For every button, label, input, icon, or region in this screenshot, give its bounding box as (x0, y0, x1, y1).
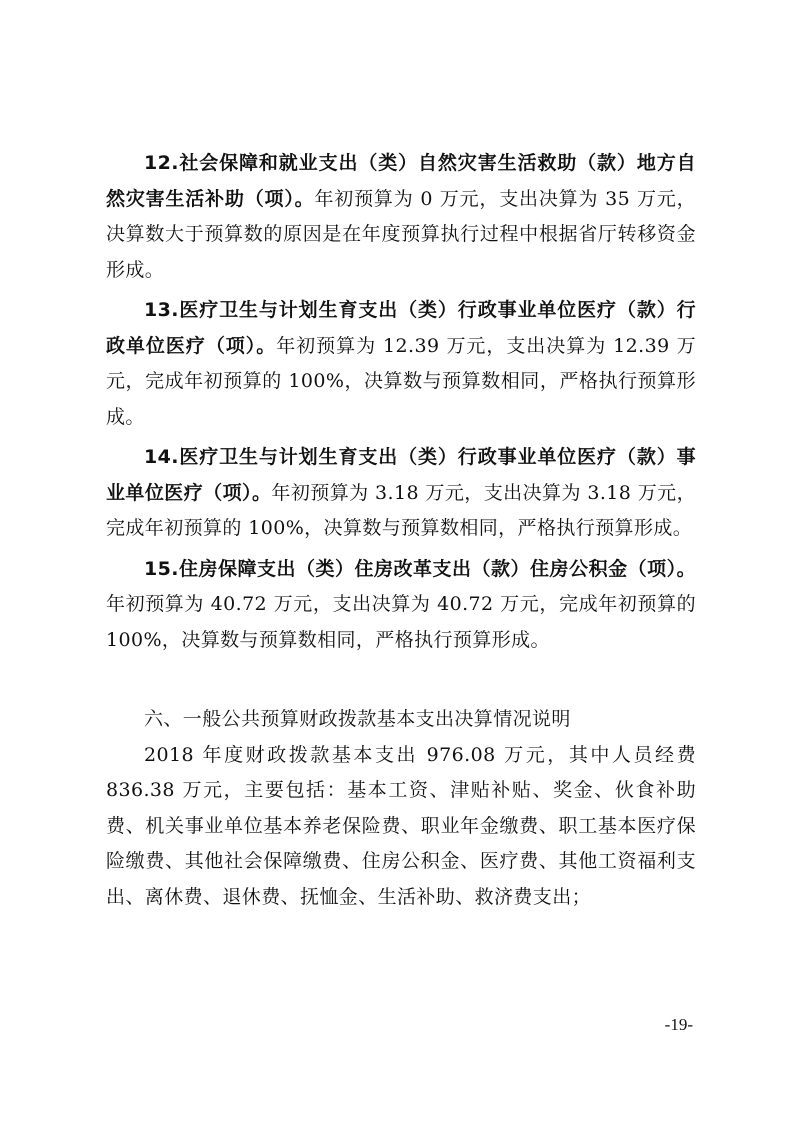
item-12-title: 12.社会保障和就业支出（类）自然灾害生活救助（款）地方自然灾害生活补助（项）。 (106, 152, 696, 210)
document-page (106, 146, 696, 920)
item-14-body: 年初预算为 3.18 万元，支出决算为 3.18 万元，完成年初预算的 100%，决算数与预算数相同，严格执行预算形成。 (106, 481, 697, 539)
item-13-title: 13.医疗卫生与计划生育支出（类）行政事业单位医疗（款）行政单位医疗（项）。 (106, 299, 696, 357)
item-15-title: 15.住房保障支出（类）住房改革支出（款）住房公积金（项）。 (144, 557, 696, 580)
item-13-body: 年初预算为 12.39 万元，支出决算为 12.39 万元，完成年初预算的 100%，决算数与预算数相同，严格执行预算形成。 (106, 334, 696, 428)
item-14-paragraph (106, 440, 696, 547)
item-14-title: 14.医疗卫生与计划生育支出（类）行政事业单位医疗（款）事业单位医疗（项）。 (106, 446, 696, 504)
section-6-paragraph: 2018 年度财政拨款基本支出 976.08 万元，其中人员经费 836.38 万元，主要包括：基本工资、津贴补贴、奖金、伙食补助费、机关事业单位基本养老保险费、职业年金缴费、职工基本医疗保险缴费、其他社会保障缴费、住房公积金、医疗费、其他工资福利支出、离休费、退休费、抚恤金、生活补助、救济费支出； (106, 743, 696, 908)
item-15-paragraph (106, 552, 696, 659)
item-13-paragraph (106, 293, 696, 435)
page-number: -19- (664, 1015, 693, 1034)
item-12-body: 年初预算为 0 万元，支出决算为 35 万元，决算数大于预算数的原因是在年度预算执行过程中根据省厅转移资金形成。 (106, 187, 697, 281)
item-15-body: 年初预算为 40.72 万元，支出决算为 40.72 万元，完成年初预算的 100%，决算数与预算数相同，严格执行预算形成。 (106, 593, 696, 651)
item-12-paragraph (106, 146, 696, 288)
section-6-heading: 六、一般公共预算财政拨款基本支出决算情况说明 (144, 708, 571, 730)
